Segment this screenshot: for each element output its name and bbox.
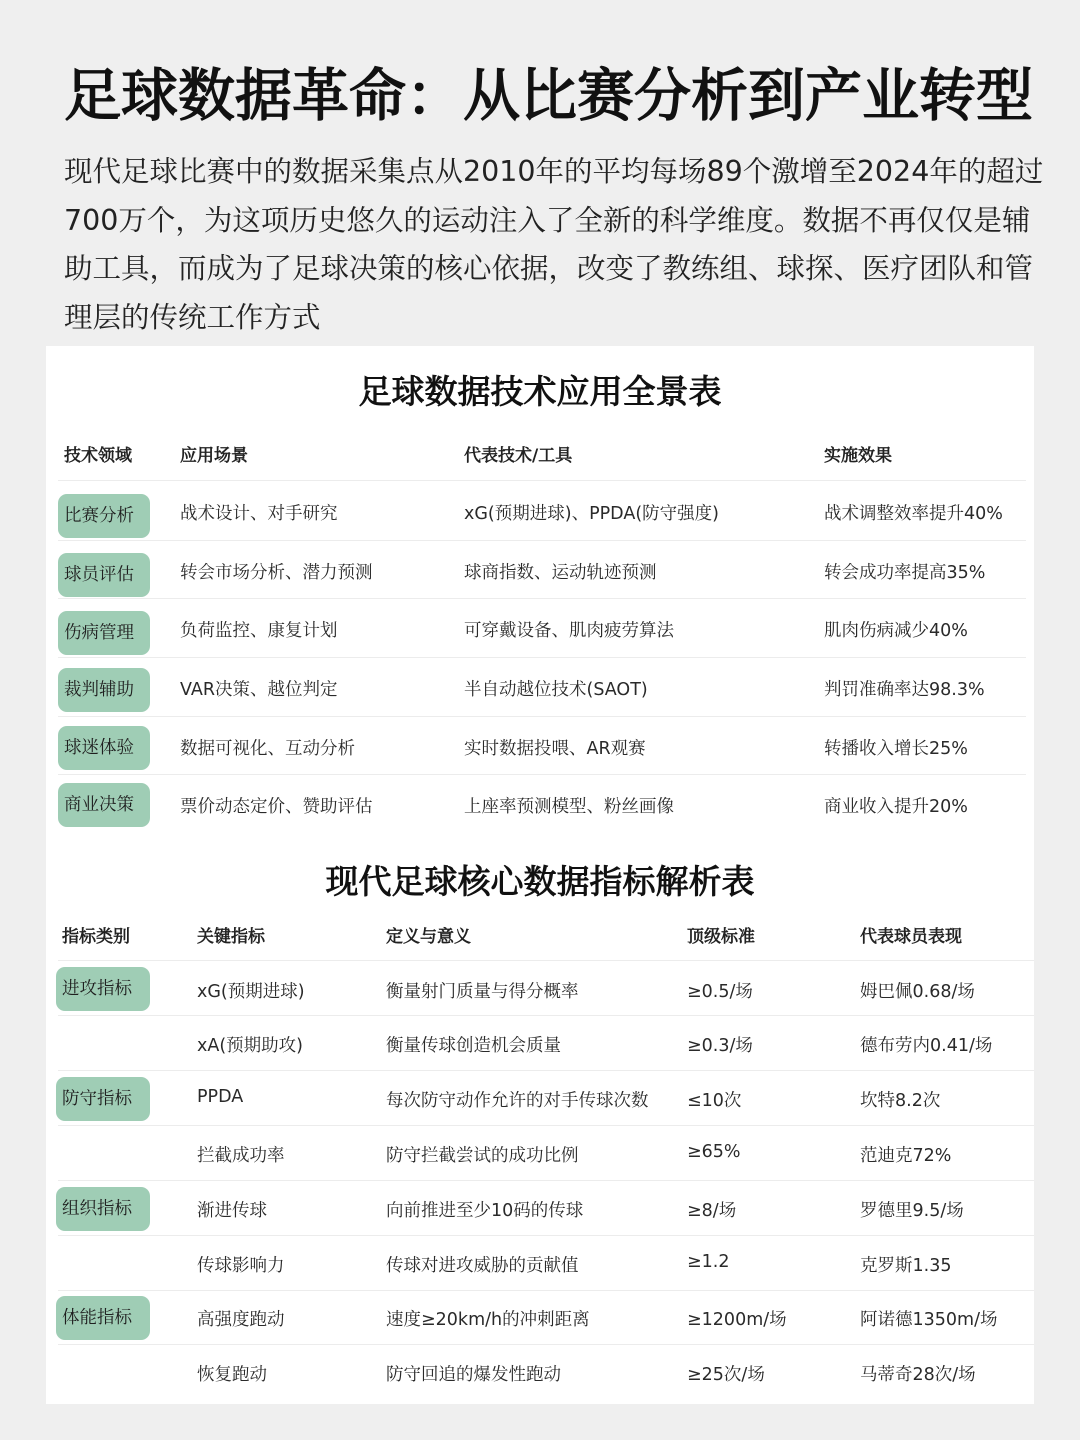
- table1-tech-cell: 实时数据投喂、AR观赛: [464, 739, 646, 759]
- table2-standard-cell: ≥65%: [687, 1142, 741, 1162]
- table2-header-divider: [58, 960, 1034, 961]
- table2-standard-cell: ≥8/场: [687, 1201, 737, 1221]
- table2-header-player: 代表球员表现: [860, 927, 962, 947]
- table1-domain-tag: 裁判辅助: [58, 668, 150, 712]
- table2-player-cell: 罗德里9.5/场: [860, 1201, 964, 1221]
- intro-paragraph: 现代足球比赛中的数据采集点从2010年的平均每场89个激增至2024年的超过700万个，为这项历史悠久的运动注入了全新的科学维度。数据不再仅仅是辅助工具，而成为了足球决策的核心依据，改变了教练组、球探、医疗团队和管理层的传统工作方式: [64, 155, 1044, 334]
- table1-scene-cell: 负荷监控、康复计划: [180, 621, 338, 641]
- table2-player-cell: 德布劳内0.41/场: [860, 1036, 993, 1056]
- table2-metric-cell: 渐进传球: [197, 1201, 267, 1221]
- table2-standard-cell: ≤10次: [687, 1091, 742, 1111]
- table1-row-divider: [58, 657, 1026, 658]
- table2-header-category: 指标类别: [62, 927, 130, 947]
- table1-header-domain: 技术领域: [64, 446, 132, 466]
- table2-definition-cell: 每次防守动作允许的对手传球次数: [386, 1091, 649, 1111]
- table2-row-divider: [58, 1290, 1034, 1291]
- table1-domain-tag: 商业决策: [58, 783, 150, 827]
- table1-tech-cell: 可穿戴设备、肌肉疲劳算法: [464, 621, 674, 641]
- table2-definition-cell: 速度≥20km/h的冲刺距离: [386, 1310, 590, 1330]
- table1-row-divider: [58, 774, 1026, 775]
- table1-tech-cell: 球商指数、运动轨迹预测: [464, 563, 657, 583]
- table2-row-divider: [58, 1125, 1034, 1126]
- tables-card: [46, 346, 1034, 1404]
- table1-title: 足球数据技术应用全景表: [358, 372, 722, 411]
- table1-scene-cell: 转会市场分析、潜力预测: [180, 563, 373, 583]
- table2-standard-cell: ≥0.5/场: [687, 982, 753, 1002]
- table2-row-divider: [58, 1235, 1034, 1236]
- table1-scene-cell: 票价动态定价、赞助评估: [180, 797, 373, 817]
- table2-player-cell: 范迪克72%: [860, 1146, 952, 1166]
- table2-definition-cell: 防守回追的爆发性跑动: [386, 1365, 561, 1385]
- table1-effect-cell: 战术调整效率提升40%: [824, 504, 1003, 524]
- table1-effect-cell: 转播收入增长25%: [824, 739, 968, 759]
- table2-category-tag: 体能指标: [56, 1296, 150, 1340]
- table2-metric-cell: 恢复跑动: [197, 1365, 267, 1385]
- table2-definition-cell: 向前推进至少10码的传球: [386, 1201, 584, 1221]
- table1-scene-cell: VAR决策、越位判定: [180, 680, 338, 700]
- table1-header-effect: 实施效果: [824, 446, 892, 466]
- table1-domain-tag: 球迷体验: [58, 726, 150, 770]
- table1-domain-tag: 伤病管理: [58, 611, 150, 655]
- table1-scene-cell: 数据可视化、互动分析: [180, 739, 355, 759]
- table2-definition-cell: 衡量传球创造机会质量: [386, 1036, 561, 1056]
- table2-definition-cell: 传球对进攻威胁的贡献值: [386, 1256, 579, 1276]
- table2-row-divider: [58, 1344, 1034, 1345]
- table1-effect-cell: 肌肉伤病减少40%: [824, 621, 968, 641]
- table2-definition-cell: 防守拦截尝试的成功比例: [386, 1146, 579, 1166]
- table1-header-divider: [58, 480, 1026, 481]
- table2-row-divider: [58, 1015, 1034, 1016]
- table1-row-divider: [58, 716, 1026, 717]
- table2-metric-cell: 高强度跑动: [197, 1310, 285, 1330]
- table2-player-cell: 姆巴佩0.68/场: [860, 982, 975, 1002]
- table2-metric-cell: 传球影响力: [197, 1256, 285, 1276]
- table2-category-tag: 进攻指标: [56, 967, 150, 1011]
- table2-category-tag: 防守指标: [56, 1077, 150, 1121]
- table1-tech-cell: 半自动越位技术(SAOT): [464, 680, 648, 700]
- table1-tech-cell: 上座率预测模型、粉丝画像: [464, 797, 674, 817]
- table1-domain-tag: 球员评估: [58, 553, 150, 597]
- table2-standard-cell: ≥1200m/场: [687, 1310, 787, 1330]
- table1-header-tech: 代表技术/工具: [464, 446, 573, 466]
- table1-effect-cell: 转会成功率提高35%: [824, 563, 986, 583]
- table2-title: 现代足球核心数据指标解析表: [325, 862, 755, 901]
- table2-header-standard: 顶级标准: [687, 927, 755, 947]
- table1-scene-cell: 战术设计、对手研究: [180, 504, 338, 524]
- table2-standard-cell: ≥1.2: [687, 1252, 730, 1272]
- table2-player-cell: 阿诺德1350m/场: [860, 1310, 998, 1330]
- page-title: 足球数据革命：从比赛分析到产业转型: [64, 63, 1033, 129]
- table1-effect-cell: 判罚准确率达98.3%: [824, 680, 985, 700]
- table2-metric-cell: 拦截成功率: [197, 1146, 285, 1166]
- table2-standard-cell: ≥25次/场: [687, 1365, 765, 1385]
- table2-player-cell: 马蒂奇28次/场: [860, 1365, 976, 1385]
- table2-standard-cell: ≥0.3/场: [687, 1036, 753, 1056]
- table1-tech-cell: xG(预期进球)、PPDA(防守强度): [464, 504, 719, 524]
- table2-header-metric: 关键指标: [197, 927, 265, 947]
- table2-header-definition: 定义与意义: [386, 927, 471, 947]
- table2-row-divider: [58, 1070, 1034, 1071]
- table1-domain-tag: 比赛分析: [58, 494, 150, 538]
- table1-row-divider: [58, 540, 1026, 541]
- table2-definition-cell: 衡量射门质量与得分概率: [386, 982, 579, 1002]
- table2-metric-cell: xG(预期进球): [197, 982, 305, 1002]
- table2-player-cell: 克罗斯1.35: [860, 1256, 952, 1276]
- table1-effect-cell: 商业收入提升20%: [824, 797, 968, 817]
- table1-header-scene: 应用场景: [180, 446, 248, 466]
- table2-row-divider: [58, 1180, 1034, 1181]
- table2-player-cell: 坎特8.2次: [860, 1091, 941, 1111]
- table1-row-divider: [58, 598, 1026, 599]
- table2-metric-cell: PPDA: [197, 1087, 244, 1107]
- table2-metric-cell: xA(预期助攻): [197, 1036, 303, 1056]
- table2-category-tag: 组织指标: [56, 1187, 150, 1231]
